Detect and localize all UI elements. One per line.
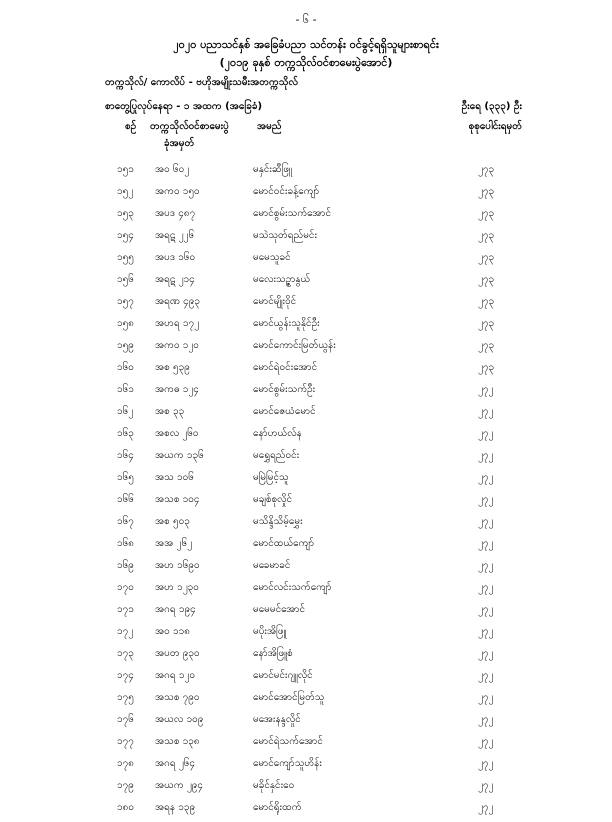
student-name-cell: နော်ဟယ်လ်န	[253, 428, 302, 439]
roll-number-cell: အဂရ ၁၂၀	[155, 670, 195, 681]
serial-no-cell: ၁၇၁	[117, 604, 134, 615]
student-name-cell: မနှင်းဆီဖြူ	[253, 164, 292, 175]
student-name-cell: နော်အိဖြူစံ	[253, 648, 293, 659]
roll-number-cell: အသ ၁၀၆	[155, 472, 194, 483]
header-roll-number	[150, 119, 229, 151]
roll-number-cell: အသစ ၁၀၄	[155, 494, 200, 505]
serial-no-cell: ၁၆၄	[117, 450, 134, 461]
roll-number-cell: အစ ၅၀၃	[155, 516, 190, 527]
serial-no-cell: ၁၆၀	[117, 362, 134, 373]
serial-no-cell: ၁၅၁	[117, 164, 134, 175]
student-name-cell: မောင်စွမ်းသက်အောင်	[253, 208, 332, 219]
roll-number-cell: အဂရ ၂၆၄	[155, 758, 195, 769]
student-name-cell: မောင်ရိုးထက်	[253, 802, 302, 813]
table-row	[0, 800, 612, 822]
roll-number-cell: အဟ ၁၆၉၀	[155, 560, 200, 571]
serial-no-cell: ၁၆၁	[117, 384, 134, 395]
serial-no-cell: ၁၆၃	[117, 428, 134, 439]
student-name-cell: မသဲသုတ်ရည်မင်း	[253, 230, 317, 241]
student-name-cell: မချစ်စုလှိုင်	[253, 494, 293, 505]
table-row	[0, 778, 612, 800]
roll-number-cell: အဂရ ၁၉၄	[155, 604, 196, 615]
header-total-marks: စုစုပေါင်းရမှတ်	[468, 121, 522, 132]
table-row	[0, 316, 612, 338]
marks-cell: ၂၇၃	[478, 208, 495, 219]
student-list	[0, 162, 612, 822]
student-name-cell: မောင်ကျော်သူဟိန်း	[253, 758, 322, 769]
table-row	[0, 668, 612, 690]
student-name-cell: မောင်ဇေယံမောင်	[253, 406, 316, 417]
marks-cell: ၂၇၃	[478, 318, 495, 329]
roll-number-cell: အစ ၃၃	[155, 406, 185, 417]
serial-no-cell: ၁၅၈	[117, 318, 134, 329]
roll-number-cell: အယက ၂၉၄	[155, 780, 204, 791]
table-row	[0, 470, 612, 492]
serial-no-cell: ၁၇၆	[117, 714, 134, 725]
table-row	[0, 404, 612, 426]
student-name-cell: မခေမာခင်	[253, 560, 291, 571]
document-subtitle: (၂၀၁၉ ခုနှစ် တက္ကသိုလ်ဝင်စာမေးပွဲအောင်)	[219, 56, 393, 69]
student-name-cell: မလေးသဉ္ဇာနွယ်	[253, 274, 311, 285]
university-line: တက္ကသိုလ်/ ကောလိပ် - ဗဟိုအမျိုးသမီးအတက္ကသိုလ်	[105, 77, 298, 88]
serial-no-cell: ၁၇၉	[117, 780, 134, 791]
table-row	[0, 272, 612, 294]
marks-cell: ၂၇၂	[478, 736, 494, 747]
serial-no-cell: ၁၆၇	[117, 516, 134, 527]
marks-cell: ၂၇၂	[478, 714, 494, 725]
marks-cell: ၂၇၂	[478, 758, 494, 769]
table-row	[0, 206, 612, 228]
serial-no-cell: ၁၅၇	[117, 296, 134, 307]
roll-number-cell: အအ ၂၆၂	[155, 538, 192, 549]
roll-number-cell: အကဓ ၁၂၄	[155, 384, 199, 395]
marks-cell: ၂၇၂	[478, 538, 494, 549]
roll-number-cell: အပတ ၉၃၀	[155, 648, 200, 659]
serial-no-cell: ၁၅၅	[117, 252, 134, 263]
serial-no-cell: ၁၅၆	[117, 274, 134, 285]
header-roll-line1: တက္ကသိုလ်ဝင်စာမေးပွဲ	[150, 121, 229, 132]
header-serial-no: စဉ်	[125, 121, 137, 132]
marks-cell: ၂၇၂	[478, 582, 494, 593]
serial-no-cell: ၁၇၀	[117, 582, 134, 593]
marks-cell: ၂၇၂	[478, 406, 494, 417]
roll-number-cell: အရဋ ၂၁၄	[155, 274, 195, 285]
serial-no-cell: ၁၇၈	[117, 758, 134, 769]
marks-cell: ၂၇၂	[478, 648, 494, 659]
header-roll-line2: ခုံအမှတ်	[164, 138, 195, 149]
roll-number-cell: အကဝ ၁၅၀	[155, 186, 200, 197]
marks-cell: ၂၇၂	[478, 802, 494, 813]
roll-number-cell: အပဒ ၄၈၇	[155, 208, 196, 219]
serial-no-cell: ၁၆၂	[117, 406, 134, 417]
marks-cell: ၂၇၂	[478, 604, 494, 615]
student-name-cell: မောင်ရဲဝင်းအောင်	[253, 362, 318, 373]
serial-no-cell: ၁၅၄	[117, 230, 134, 241]
table-row	[0, 162, 612, 184]
marks-cell: ၂၇၃	[478, 296, 495, 307]
serial-no-cell: ၁၇၅	[117, 692, 134, 703]
table-row	[0, 492, 612, 514]
marks-cell: ၂၇၂	[478, 384, 494, 395]
roll-number-cell: အစလ ၂၆၀	[155, 428, 199, 439]
student-name-cell: မောင်ထယ်ကျော်	[253, 538, 315, 549]
table-row	[0, 624, 612, 646]
roll-number-cell: အယက ၁၃၆	[155, 450, 204, 461]
table-row	[0, 338, 612, 360]
student-name-cell: မောင်ရဲသက်အောင်	[253, 736, 323, 747]
marks-cell: ၂၇၂	[478, 780, 494, 791]
roll-number-cell: အဝ ၆၀၂	[155, 164, 190, 175]
student-name-cell: မမေသူခင်	[253, 252, 291, 263]
table-row	[0, 536, 612, 558]
marks-cell: ၂၇၂	[478, 428, 494, 439]
student-name-cell: မမေမင်အောင်	[253, 604, 305, 615]
roll-number-cell: အရန ၁၃၉	[155, 802, 196, 813]
table-row	[0, 514, 612, 536]
marks-cell: ၂၇၂	[478, 450, 494, 461]
roll-number-cell: အဝ ၁၁၈	[155, 626, 190, 637]
serial-no-cell: ၁၇၃	[117, 648, 134, 659]
marks-cell: ၂၇၃	[478, 252, 495, 263]
student-name-cell: မပိုးအိဖြူ	[253, 626, 287, 637]
marks-cell: ၂၇၂	[478, 494, 494, 505]
serial-no-cell: ၁၅၂	[117, 186, 134, 197]
roll-number-cell: အစ ၅၃၉	[155, 362, 190, 373]
table-row	[0, 184, 612, 206]
student-name-cell: မောင်မင်းဂျူလိုင်	[253, 670, 313, 681]
marks-cell: ၂၇၃	[478, 164, 495, 175]
table-row	[0, 250, 612, 272]
marks-cell: ၂၇၃	[478, 230, 495, 241]
table-row	[0, 382, 612, 404]
page-number: - ၆ -	[295, 13, 317, 26]
table-row	[0, 756, 612, 778]
student-name-cell: မောင်အောင်မြတ်သူ	[253, 692, 325, 703]
table-row	[0, 734, 612, 756]
table-row	[0, 712, 612, 734]
roll-number-cell: အဟရ ၁၇၂	[155, 318, 200, 329]
table-row	[0, 580, 612, 602]
table-row	[0, 228, 612, 250]
marks-cell: ၂၇၃	[478, 362, 495, 373]
student-name-cell: မောင်ယွန်းသူနိုင်ဦး	[253, 318, 320, 329]
student-name-cell: မောင်လင်းသက်ကျော်	[253, 582, 332, 593]
roll-number-cell: အသစ ၇၉၀	[155, 692, 200, 703]
table-row	[0, 602, 612, 624]
student-name-cell: မောင်မျိုးဝိုင်	[253, 296, 297, 307]
table-row	[0, 426, 612, 448]
marks-cell: ၂၇၃	[478, 186, 495, 197]
marks-cell: ၂၇၂	[478, 692, 494, 703]
serial-no-cell: ၁၅၉	[117, 340, 134, 351]
marks-cell: ၂၇၂	[478, 670, 494, 681]
roll-number-cell: အကဝ ၁၂၀	[155, 340, 199, 351]
marks-cell: ၂၇၃	[478, 274, 495, 285]
marks-cell: ၂၇၂	[478, 472, 494, 483]
student-name-cell: မမြဲမြင့်သူ	[253, 472, 289, 483]
roll-number-cell: အယလ ၁၀၉	[155, 714, 204, 725]
table-row	[0, 646, 612, 668]
roll-number-cell: အရဋ ၂၂၆	[155, 230, 195, 241]
document-title: ၂၀၂၀ ပညာသင်နှစ် အခြေခံပညာ သင်တန်း ဝင်ခွင့်ရရှိသူများစာရင်း	[173, 38, 439, 51]
student-name-cell: မသိန္ဒိသိမ့်မွှေး	[253, 516, 303, 527]
total-count: ဦးရေ (၃၃၃) ဦး	[461, 101, 522, 112]
marks-cell: ၂၇၂	[478, 560, 494, 571]
exam-center-line: စာတွေ့ပြုလုပ်နေရာ - ၁ အထက (အခြေခံ)	[105, 101, 263, 112]
header-name: အမည်	[257, 121, 282, 132]
student-name-cell: မောင်ကောင်းမြတ်ယွန်း	[253, 340, 336, 351]
student-name-cell: မောင်ဝင်းခန့်ကျော်	[253, 186, 320, 197]
table-row	[0, 690, 612, 712]
table-row	[0, 448, 612, 470]
student-name-cell: မောင်စွမ်းသက်ဦး	[253, 384, 316, 395]
table-row	[0, 558, 612, 580]
serial-no-cell: ၁၆၅	[117, 472, 134, 483]
student-name-cell: မအေးနန္ဒလှိုင်	[253, 714, 301, 725]
serial-no-cell: ၁၆၉	[117, 560, 134, 571]
serial-no-cell: ၁၇၂	[117, 626, 134, 637]
student-name-cell: မရွှေရည်ဝင်း	[253, 450, 300, 461]
table-row	[0, 294, 612, 316]
serial-no-cell: ၁၆၈	[117, 538, 134, 549]
serial-no-cell: ၁၇၇	[117, 736, 134, 747]
roll-number-cell: အသစ ၁၃၈	[155, 736, 200, 747]
marks-cell: ၂၇၃	[478, 340, 495, 351]
roll-number-cell: အပဒ ၁၆၀	[155, 252, 196, 263]
student-name-cell: မခိုင်နှင်းဝေ	[253, 780, 295, 791]
marks-cell: ၂၇၂	[478, 516, 494, 527]
serial-no-cell: ၁၇၄	[117, 670, 134, 681]
roll-number-cell: အဟ ၁၂၃၀	[155, 582, 199, 593]
serial-no-cell: ၁၈၀	[117, 802, 134, 813]
roll-number-cell: အရဏ ၄၉၃	[155, 296, 201, 307]
marks-cell: ၂၇၂	[478, 626, 494, 637]
table-row	[0, 360, 612, 382]
serial-no-cell: ၁၆၆	[117, 494, 134, 505]
serial-no-cell: ၁၅၃	[117, 208, 134, 219]
